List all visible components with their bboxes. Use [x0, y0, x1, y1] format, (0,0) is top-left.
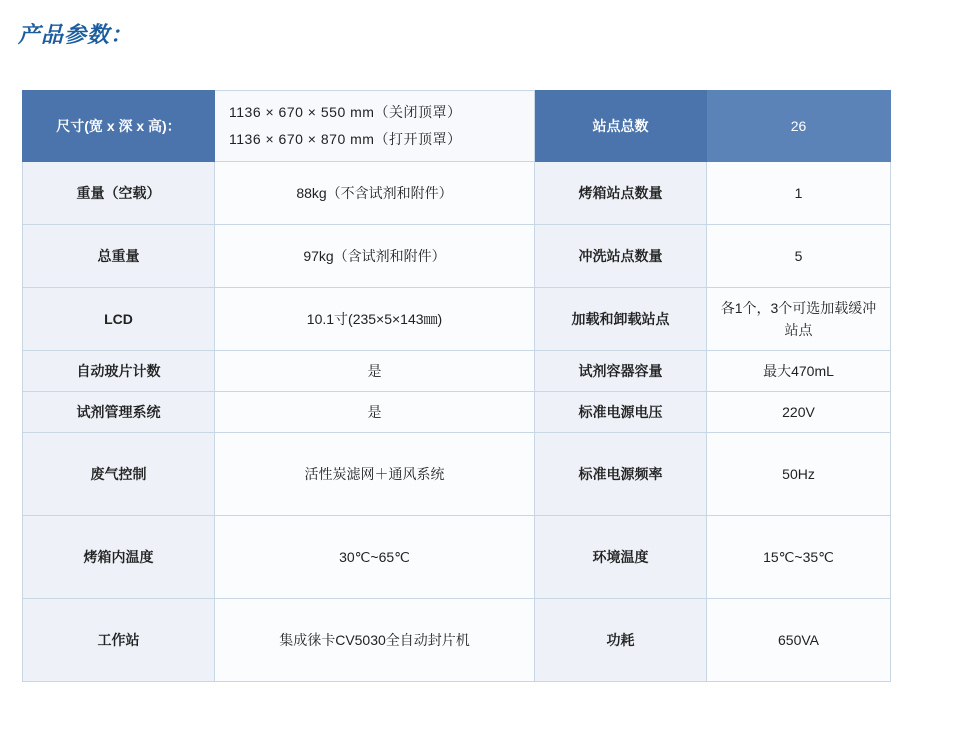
row-label-2: 冲洗站点数量	[535, 225, 707, 288]
row-value-2: 50Hz	[707, 433, 891, 516]
row-value-2: 15℃~35℃	[707, 516, 891, 599]
row-value: 是	[215, 351, 535, 392]
table-row	[23, 91, 891, 162]
dimension-line-open: 1136 × 670 × 870 mm（打开顶罩）	[229, 131, 462, 147]
table-row	[23, 288, 891, 351]
row-label: 总重量	[23, 225, 215, 288]
row-value-dimensions	[215, 91, 535, 162]
row-label-2: 标准电源电压	[535, 392, 707, 433]
table-row	[23, 433, 891, 516]
row-label-2: 标准电源频率	[535, 433, 707, 516]
row-label: 重量（空载）	[23, 162, 215, 225]
row-value: 是	[215, 392, 535, 433]
table-row	[23, 351, 891, 392]
row-label-2: 烤箱站点数量	[535, 162, 707, 225]
row-label-2: 加载和卸载站点	[535, 288, 707, 351]
page-title: 产品参数：	[18, 22, 134, 47]
row-value: 97kg（含试剂和附件）	[215, 225, 535, 288]
row-label-2: 环境温度	[535, 516, 707, 599]
row-value-2: 26	[707, 91, 891, 162]
row-value-2: 1	[707, 162, 891, 225]
row-label: 自动玻片计数	[23, 351, 215, 392]
row-value: 活性炭滤网＋通风系统	[215, 433, 535, 516]
row-value-2: 5	[707, 225, 891, 288]
row-value: 集成徕卡CV5030全自动封片机	[215, 599, 535, 682]
row-label-2: 试剂容器容量	[535, 351, 707, 392]
table-row	[23, 516, 891, 599]
table-row	[23, 392, 891, 433]
table-row	[23, 162, 891, 225]
row-label-2: 站点总数	[535, 91, 707, 162]
row-value: 10.1寸(235×5×143㎜)	[215, 288, 535, 351]
row-label: 尺寸(宽 x 深 x 高)：	[23, 91, 215, 162]
row-value: 88kg（不含试剂和附件）	[215, 162, 535, 225]
row-value-2: 220V	[707, 392, 891, 433]
dimension-line-closed: 1136 × 670 × 550 mm（关闭顶罩）	[229, 104, 462, 121]
row-label: 废气控制	[23, 433, 215, 516]
row-value: 30℃~65℃	[215, 516, 535, 599]
row-value-2: 最大470mL	[707, 351, 891, 392]
row-value-2: 650VA	[707, 599, 891, 682]
table-row	[23, 225, 891, 288]
row-value-2: 各1个，3个可选加载缓冲站点	[707, 288, 891, 351]
row-label: 试剂管理系统	[23, 392, 215, 433]
row-label: 烤箱内温度	[23, 516, 215, 599]
row-label: LCD	[23, 288, 215, 351]
row-label: 工作站	[23, 599, 215, 682]
table-row	[23, 599, 891, 682]
product-parameters-table	[22, 90, 891, 682]
row-label-2: 功耗	[535, 599, 707, 682]
